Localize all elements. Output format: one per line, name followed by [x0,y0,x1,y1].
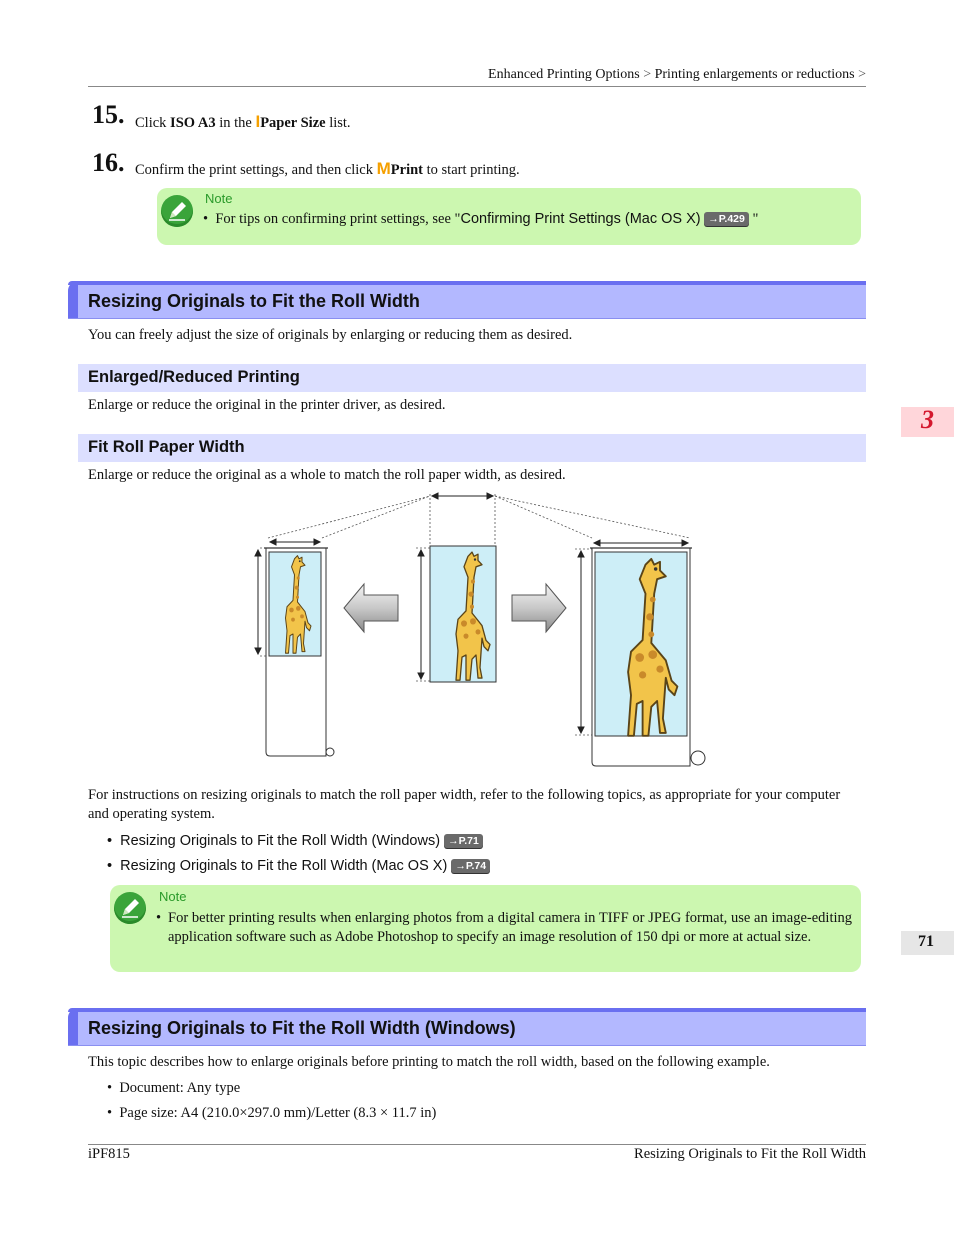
original-document [430,546,496,682]
cross-reference-link[interactable]: Confirming Print Settings (Mac OS X) [460,211,701,227]
reduce-arrow-icon [344,584,398,632]
note-label: Note [159,889,187,904]
note-bullet: • [156,910,162,926]
list-item: • Document: Any type [107,1080,241,1096]
page-ref-badge[interactable]: →P.71 [444,834,483,848]
footer-section-title: Resizing Originals to Fit the Roll Width [634,1146,866,1162]
cross-reference-link[interactable]: Resizing Originals to Fit the Roll Width (Windows) [120,833,441,849]
step-number: 16. [92,148,125,177]
step-text: Click ISO A3 in the IPaper Size list. [135,112,351,131]
callout-i-icon: I [255,112,261,131]
enlarge-arrow-icon [512,584,566,632]
list-item: • Resizing Originals to Fit the Roll Width (Windows) →P.71 [107,833,483,849]
breadcrumb-item[interactable]: Enhanced Printing Options [488,67,640,82]
chapter-tab[interactable]: 3 [901,407,954,437]
header-divider [88,86,866,87]
breadcrumb-separator: > [858,67,866,82]
step-text: Confirm the print settings, and then click MPrint to start printing. [135,159,520,178]
section-intro: You can freely adjust the size of originals by enlarging or reducing them as desired. [88,327,573,343]
page-ref-badge[interactable]: →P.429 [704,212,749,226]
pencil-note-icon [161,195,193,227]
section-title: Resizing Originals to Fit the Roll Width [88,291,420,311]
footer-model: iPF815 [88,1146,130,1162]
cross-reference-link[interactable]: Resizing Originals to Fit the Roll Width (Mac OS X) [120,858,448,874]
instructions-text: For instructions on resizing originals to match the roll paper width, refer to the following topics, as appropriate for your computer and operating system. [88,787,841,822]
note-text: • For tips on confirming print settings, see "Confirming Print Settings (Mac OS X) →P.429 " [203,211,759,227]
callout-m-icon: M [376,159,391,178]
breadcrumb-separator: > [643,67,652,82]
resize-illustration [240,490,720,775]
subsection-text: Enlarge or reduce the original in the printer driver, as desired. [88,397,446,413]
small-roll-paper [264,548,334,756]
section-title: Resizing Originals to Fit the Roll Width (Windows) [88,1018,516,1038]
note-label: Note [205,191,233,206]
large-roll-paper [590,548,705,766]
breadcrumb-item[interactable]: Printing enlargements or reductions [654,67,855,82]
subsection-text: Enlarge or reduce the original as a whole to match the roll paper width, as desired. [88,467,566,483]
running-header [488,67,866,83]
page-ref-badge[interactable]: →P.74 [451,859,490,873]
step-number: 15. [92,100,125,129]
note-text: For better printing results when enlarging photos from a digital camera in TIFF or JPEG format, use an image-editing application software such as Adobe Photoshop to specify an image resolution of 150 dpi or more at actual size. [168,910,852,945]
subsection-title: Enlarged/Reduced Printing [88,368,300,386]
page-number-tab: 71 [901,931,954,955]
section-intro: This topic describes how to enlarge originals before printing to match the roll width, based on the following example. [88,1054,770,1070]
pencil-note-icon [114,892,146,924]
footer-divider [88,1144,866,1145]
list-item: • Resizing Originals to Fit the Roll Width (Mac OS X) →P.74 [107,858,490,874]
list-item: • Page size: A4 (210.0×297.0 mm)/Letter (8.3 × 11.7 in) [107,1105,437,1121]
subsection-title: Fit Roll Paper Width [88,438,245,456]
